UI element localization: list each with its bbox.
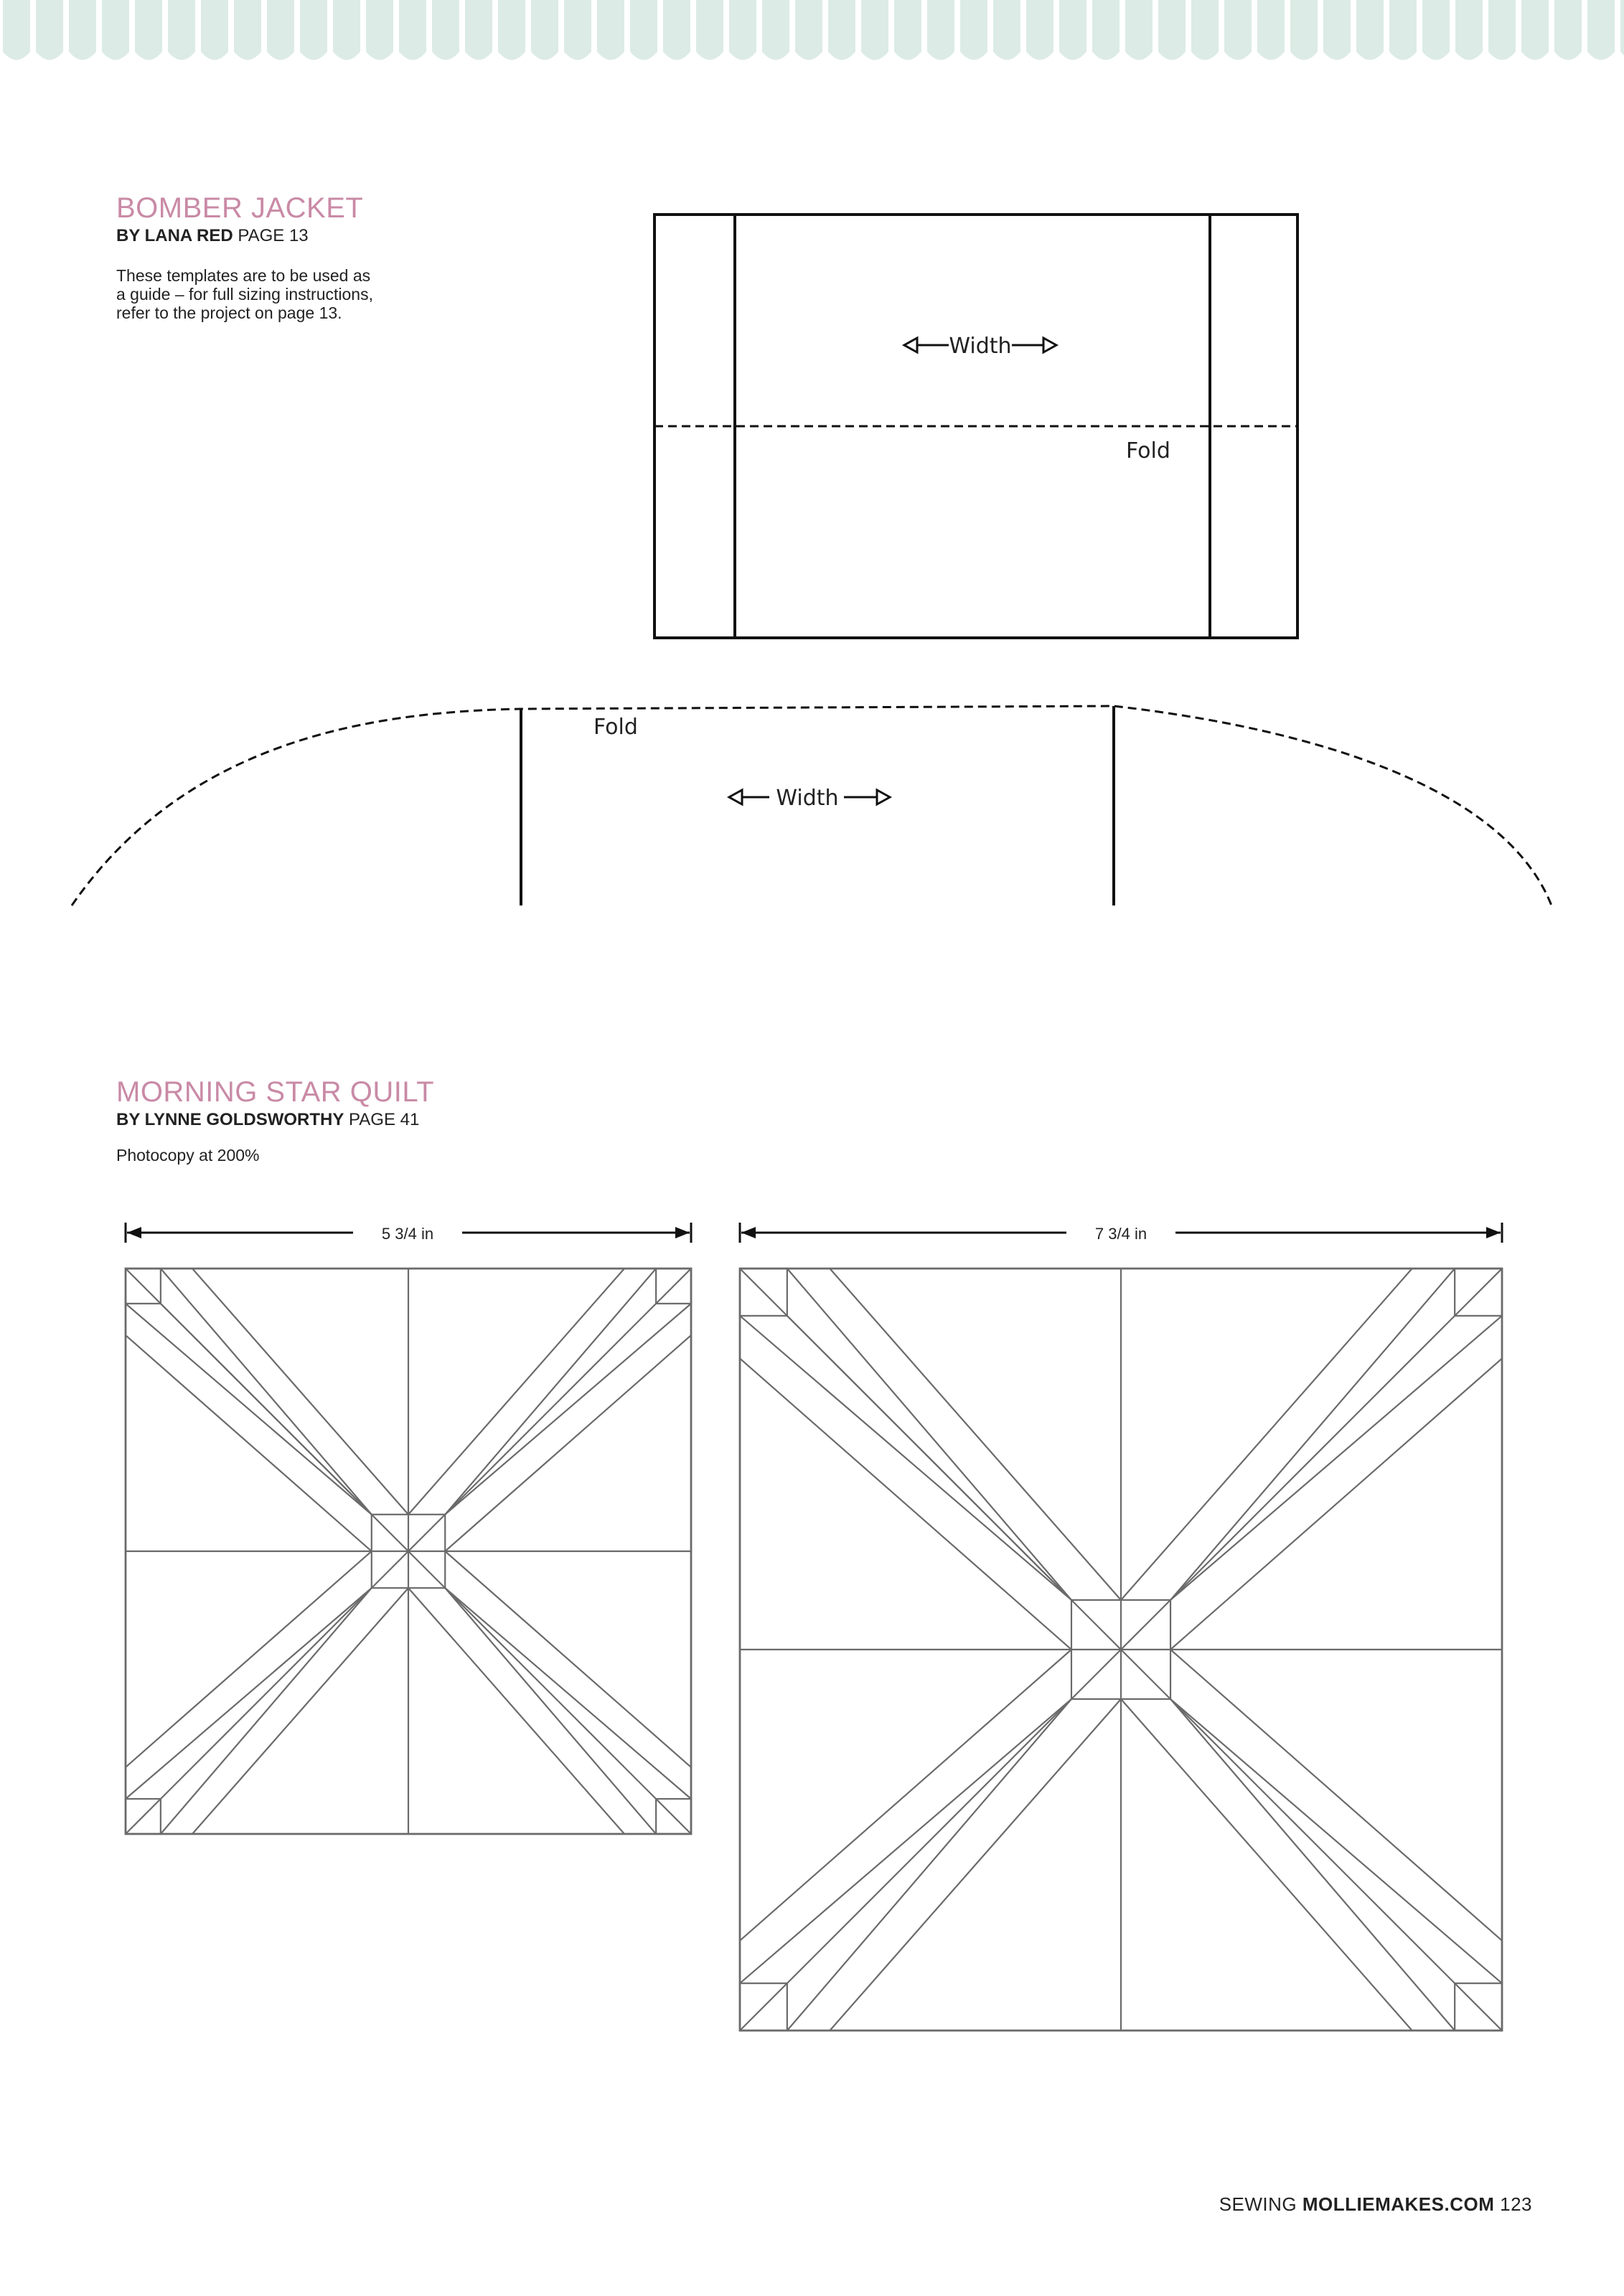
block-strip [740, 1699, 1071, 1983]
block-strip [1170, 1699, 1455, 2031]
block-strip [161, 1304, 372, 1515]
block-diagonal [740, 1650, 1121, 2031]
waistband-fold-label: Fold [593, 715, 638, 740]
dimension-arrowhead [1486, 1227, 1501, 1238]
block-strip [161, 1269, 372, 1515]
block-strip [787, 1269, 1071, 1600]
block-strip [126, 1551, 372, 1767]
block-strip [740, 1316, 1071, 1600]
block-strip [1170, 1699, 1502, 1983]
block-strip [192, 1588, 408, 1834]
block-strip [1121, 1269, 1412, 1600]
cuff-width-label: Width [949, 334, 1012, 359]
dimension-arrowhead [127, 1227, 141, 1238]
block-strip [408, 1269, 624, 1515]
block-strip [408, 1588, 624, 1834]
block-strip [1170, 1650, 1502, 1941]
quilt-title: MORNING STAR QUILT [116, 1076, 435, 1108]
block-strip [161, 1588, 372, 1834]
block-strip [445, 1335, 691, 1551]
bomber-title: BOMBER JACKET [116, 192, 364, 224]
small-quilt-block [126, 1223, 691, 1834]
quilt-note: Photocopy at 200% [116, 1146, 260, 1165]
bomber-note-line: refer to the project on page 13. [116, 304, 342, 322]
bomber-page-ref: PAGE 13 [238, 226, 309, 245]
dimension-arrowhead [741, 1227, 756, 1238]
large-quilt-block [740, 1223, 1502, 2031]
block-strip [126, 1335, 372, 1551]
block-strip [1170, 1316, 1502, 1600]
block-strip [830, 1269, 1121, 1600]
block-strip [740, 1358, 1071, 1650]
page-number: 123 [1500, 2193, 1532, 2215]
block-diagonal [1121, 1269, 1502, 1650]
waistband-width-label: Width [776, 786, 839, 811]
block-strip [740, 1650, 1071, 1941]
block-strip [445, 1304, 691, 1515]
footer-site: MOLLIEMAKES.COM [1302, 2193, 1495, 2215]
block-strip [445, 1269, 656, 1515]
block-strip [126, 1304, 372, 1515]
quilt-author: BY LYNNE GOLDSWORTHY [116, 1110, 344, 1129]
block-strip [830, 1699, 1121, 2031]
block-strip [1121, 1699, 1412, 2031]
block-diagonal [1121, 1650, 1502, 2031]
block-strip [445, 1588, 691, 1799]
small-block-dimension: 5 3/4 in [381, 1225, 434, 1243]
block-strip [126, 1588, 372, 1799]
dimension-arrowhead [675, 1227, 690, 1238]
bomber-note-line: a guide – for full sizing instructions, [116, 285, 373, 304]
block-strip [787, 1316, 1071, 1600]
page-footer [1219, 2193, 1532, 2216]
block-strip [445, 1588, 656, 1834]
quilt-page-ref: PAGE 41 [349, 1110, 420, 1129]
bomber-note-line: These templates are to be used as [116, 266, 371, 285]
bomber-author: BY LANA RED [116, 226, 233, 245]
large-block-dimension: 7 3/4 in [1094, 1225, 1147, 1243]
block-strip [1170, 1269, 1455, 1600]
block-strip [1170, 1358, 1502, 1650]
block-strip [445, 1551, 691, 1767]
block-strip [787, 1699, 1071, 2031]
cuff-fold-label: Fold [1126, 438, 1170, 464]
footer-section: SEWING [1219, 2193, 1297, 2215]
block-strip [192, 1269, 408, 1515]
